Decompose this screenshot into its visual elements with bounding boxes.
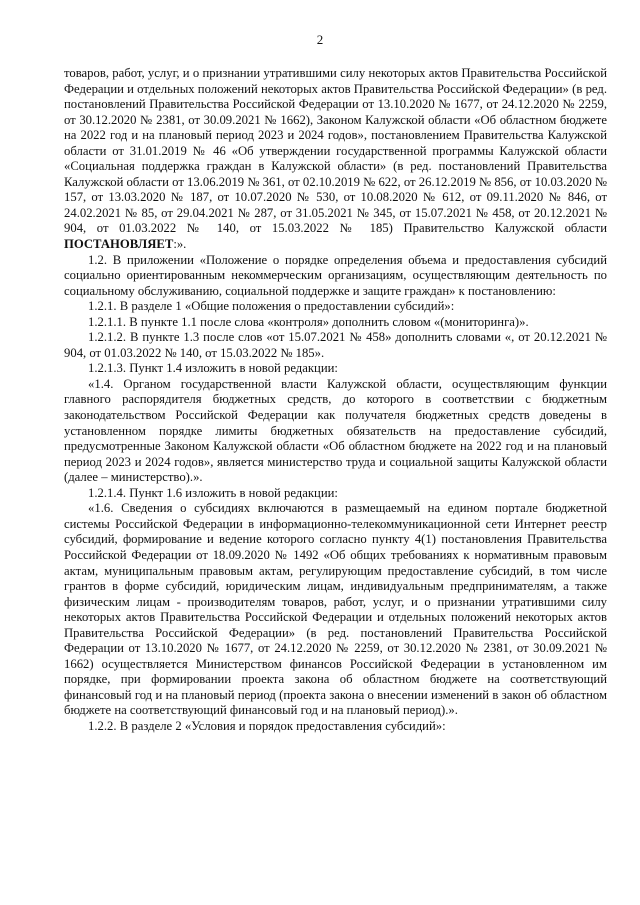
paragraph-text: товаров, работ, услуг, и о признании утратившими силу некоторых актов Правительства Российской Федерации и отдельных положений некоторых актов Правительства Российской Федерации» (в ред. постановлений Правительства Российской Федерации от 13.10.2020 № 1677, от 24.12.2020 № 2259, от 30.12.2020 № 2381, от 30.09.2021 № 1662), Законом Калужской области «Об областном бюджете на 2022 год и на плановый период 2023 и 2024 годов», постановлением Правительства Калужской области от 31.01.2019 № 46 «Об утверждении государственной программы Калужской области «Социальная поддержка граждан в Калужской области» (в ред. постановлений Правительства Калужской области от 13.06.2019 № 361, от 02.10.2019 № 622, от 26.12.2019 № 856, от 10.03.2020 № 157, от 13.03.2020 № 187, от 10.07.2020 № 530, от 10.08.2020 № 612, от 09.11.2020 № 846, от 24.02.2021 № 85, от 29.04.2021 № 287, от 31.05.2021 № 345, от 15.07.2021 № 458, от 20.12.2021 № 904, от 01.03.2022 № 140, от 15.03.2022 № 185) Правительство Калужской области	[64, 66, 607, 236]
paragraph-text-tail: :».	[173, 237, 187, 252]
paragraph-1-2-1: 1.2.1. В разделе 1 «Общие положения о предоставлении субсидий»:	[88, 299, 455, 314]
page-number: 2	[316, 32, 324, 47]
paragraph-1-2-1-2: 1.2.1.2. В пункте 1.3 после слов «от 15.07.2021 № 458» дополнить словами «, от 20.12.2021 № 904, от 01.03.2022 № 140, от 15.03.2022 № 185».	[64, 330, 607, 360]
paragraph-continuation	[64, 66, 607, 253]
paragraph-1-2: 1.2. В приложении «Положение о порядке определения объема и предоставления субсидий социально ориентированным некоммерческим организациям, осуществляющим деятельность по социальному обслуживанию, социальной поддержке и защите граждан» к постановлению:	[64, 252, 607, 298]
paragraph-clause-1-4: «1.4. Органом государственной власти Калужской области, осуществляющим функции главного распорядителя бюджетных средств, до которого в соответствии с бюджетным законодательством Российской Федерации как получателя бюджетных средств доведены в установленном порядке лимиты бюджетных обязательств на предоставление субсидий, предусмотренные Законом Калужской области «Об областном бюджете на 2022 год и на плановый период 2023 и 2024 годов», является министерство труда и социальной защиты Калужской области (далее – министерство).».	[64, 376, 607, 485]
paragraph-1-2-1-3: 1.2.1.3. Пункт 1.4 изложить в новой редакции:	[88, 361, 338, 376]
resolution-keyword: ПОСТАНОВЛЯЕТ	[64, 237, 174, 252]
paragraph-1-2-1-1: 1.2.1.1. В пункте 1.1 после слова «контроля» дополнить словом «(мониторинга)».	[88, 314, 529, 329]
paragraph-clause-1-6: «1.6. Сведения о субсидиях включаются в размещаемый на едином портале бюджетной системы Российской Федерации в информационно-телекоммуникационной сети Интернет реестр субсидий, формирование и ведение которого согласно пункту 4(1) постановления Правительства Российской Федерации от 18.09.2020 № 1492 «Об общих требованиях к нормативным правовым актам, муниципальным правовым актам, регулирующим предоставление субсидий, в том числе грантов в форме субсидий, юридическим лицам, индивидуальным предпринимателям, а также физическим лицам - производителям товаров, работ, услуг, и о признании утратившими силу некоторых актов Правительства Российской Федерации и отдельных положений некоторых актов Правительства Российской Федерации» (в ред. постановлений Правительства Российской Федерации от 13.10.2020 № 1677, от 24.12.2020 № 2259, от 30.12.2020 № 2381, от 30.09.2021 № 1662) осуществляется Министерством финансов Российской Федерации в установленном им порядке, при формировании проекта закона об областном бюджете на соответствующий финансовый год и на плановый период (проекта закона о внесении изменений в закон об областном бюджете на соответствующий финансовый год и на плановый период).».	[64, 501, 607, 718]
document-body	[64, 66, 607, 735]
paragraph-1-2-2: 1.2.2. В разделе 2 «Условия и порядок предоставления субсидий»:	[88, 718, 446, 733]
paragraph-1-2-1-4: 1.2.1.4. Пункт 1.6 изложить в новой редакции:	[88, 485, 338, 500]
